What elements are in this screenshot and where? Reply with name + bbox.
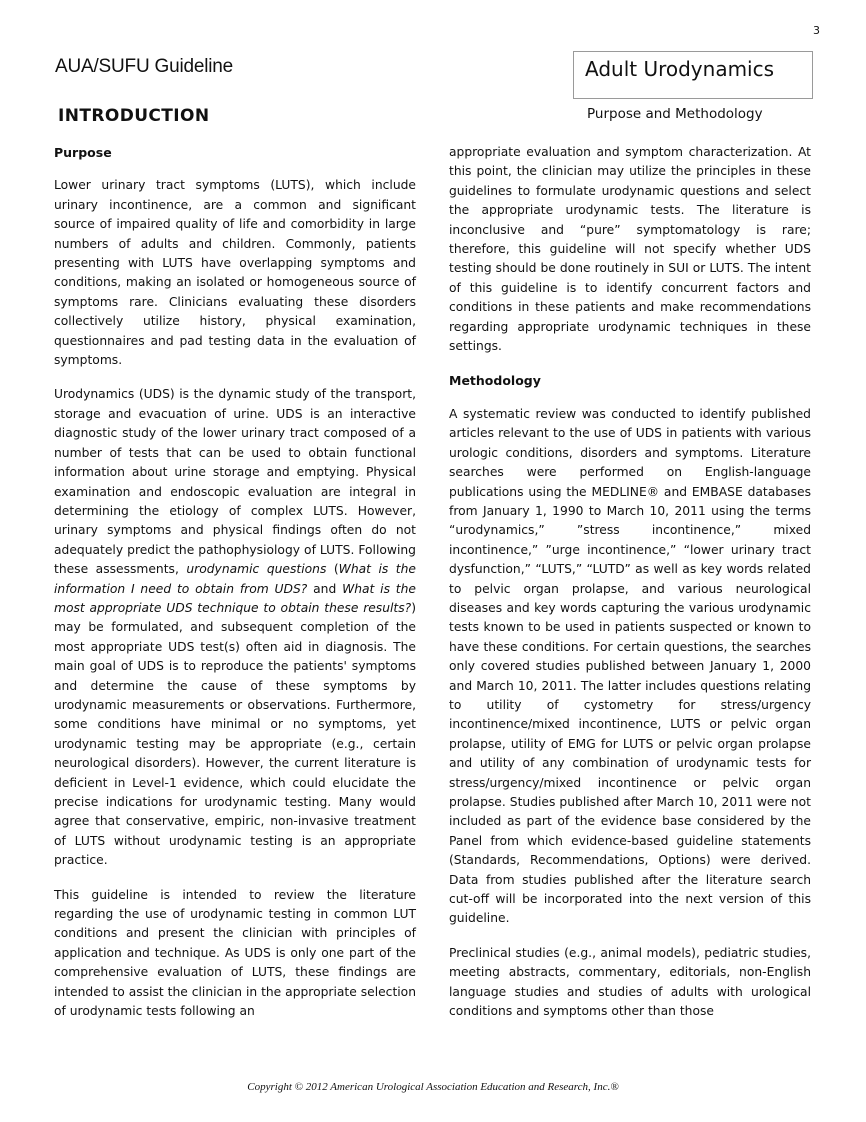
purpose-paragraph-3: This guideline is intended to review the literature regarding the use of urodynamic testing in common LUT conditions and present the clinician with principles of application and technique. As UDS is only one part of the comprehensive evaluation of LUTS, these findings are intended to assist the clinician in the appropriate selection of urodynamic tests following an bbox=[54, 887, 416, 1019]
section-heading: INTRODUCTION bbox=[58, 106, 210, 126]
right-column bbox=[449, 143, 811, 1036]
left-column bbox=[54, 143, 416, 1036]
purpose-paragraph-4: appropriate evaluation and symptom characterization. At this point, the clinician may utilize the principles in these guidelines to formulate urodynamic questions and select the appropriate urodynamic tests. The literature is inconclusive and “pure” symptomatology is rare; therefore, this guideline will not specify whether UDS testing should be done routinely in SUI or LUTS. The intent of this guideline is to identify concurrent factors and conditions in these patients and make recommendations regarding appropriate urodynamic techniques in these settings. bbox=[449, 145, 811, 354]
section-subtitle: Purpose and Methodology bbox=[587, 106, 763, 122]
methodology-paragraph-1: A systematic review was conducted to identify published articles relevant to the use of UDS in patients with various urologic conditions, disorders and symptoms. Literature searches were performed on English-language publications using the MEDLINE® and EMBASE databases from January 1, 1990 to March 10, 2011 using the terms “urodynamics,” ”stress incontinence,” mixed incontinence,” ”urge incontinence,” “lower urinary tract dysfunction,” “LUTS,” “LUTD” as well as key words related to pelvic organ prolapse, and various neurological diseases and key words capturing the various urodynamic tests known to be used in patients suspected or known to have these conditions. For certain questions, the searches only covered studies published between January 1, 2000 and March 10, 2011. The latter includes questions relating to utility of cystometry for stress/urgency incontinence/mixed incontinence, LUTS or pelvic organ prolapse, utility of EMG for LUTS or pelvic organ prolapse and utility of any combination of urodynamic tests for stress/urgency/mixed incontinence or pelvic organ prolapse. Studies published after March 10, 2011 were not included as part of the evidence base considered by the Panel from which evidence-based guideline statements (Standards, Recommendations, Options) were derived. Data from studies published after the literature search cut-off will be incorporated into the next version of this guideline. bbox=[449, 406, 811, 926]
copyright-footer: Copyright © 2012 American Urological Association Education and Research, Inc.® bbox=[247, 1081, 619, 1093]
doc-title: Adult Urodynamics bbox=[585, 57, 775, 81]
guideline-title: AUA/SUFU Guideline bbox=[55, 56, 234, 77]
page-number: 3 bbox=[813, 24, 820, 37]
purpose-heading: Purpose bbox=[54, 145, 112, 160]
methodology-paragraph-2: Preclinical studies (e.g., animal models), pediatric studies, meeting abstracts, commentary, editorials, non-English language studies and studies of adults with urological conditions and symptoms other than those bbox=[449, 945, 811, 1019]
purpose-paragraph-2: Urodynamics (UDS) is the dynamic study of the transport, storage and evacuation of urine. UDS is an interactive diagnostic study of the lower urinary tract composed of a number of tests that can be used to obtain functional information about urine storage and emptying. Physical examination and endoscopic evaluation are integral in determining the etiology of complex LUTS. However, urinary symptoms and physical findings often do not adequately predict the pathophysiology of LUTS. Following these assessments, urodynamic questions (What is the information I need to obtain from UDS? and What is the most appropriate UDS technique to obtain these results?) may be formulated, and subsequent completion of the most appropriate UDS test(s) often aid in diagnosis. The main goal of UDS is to reproduce the patients' symptoms and determine the cause of these symptoms by urodynamic measurements or observations. Furthermore, some conditions have minimal or no symptoms, yet urodynamic testing may be appropriate (e.g., certain neurological disorders). However, the current literature is deficient in Level-1 evidence, which could elucidate the precise indications for urodynamic testing. Many would agree that conservative, empiric, non-invasive treatment of LUTS without urodynamic testing is an appropriate practice. bbox=[54, 387, 416, 868]
methodology-heading: Methodology bbox=[449, 373, 541, 389]
purpose-paragraph-1: Lower urinary tract symptoms (LUTS), which include urinary incontinence, are a common and significant source of impaired quality of life and comorbidity in large numbers of adults and children. Commonly, patients presenting with LUTS have overlapping symptoms and conditions, making an isolated or homogeneous source of symptoms rare. Clinicians evaluating these disorders collectively utilize history, physical examination, questionnaires and pad testing data in the evaluation of symptoms. bbox=[54, 178, 416, 368]
